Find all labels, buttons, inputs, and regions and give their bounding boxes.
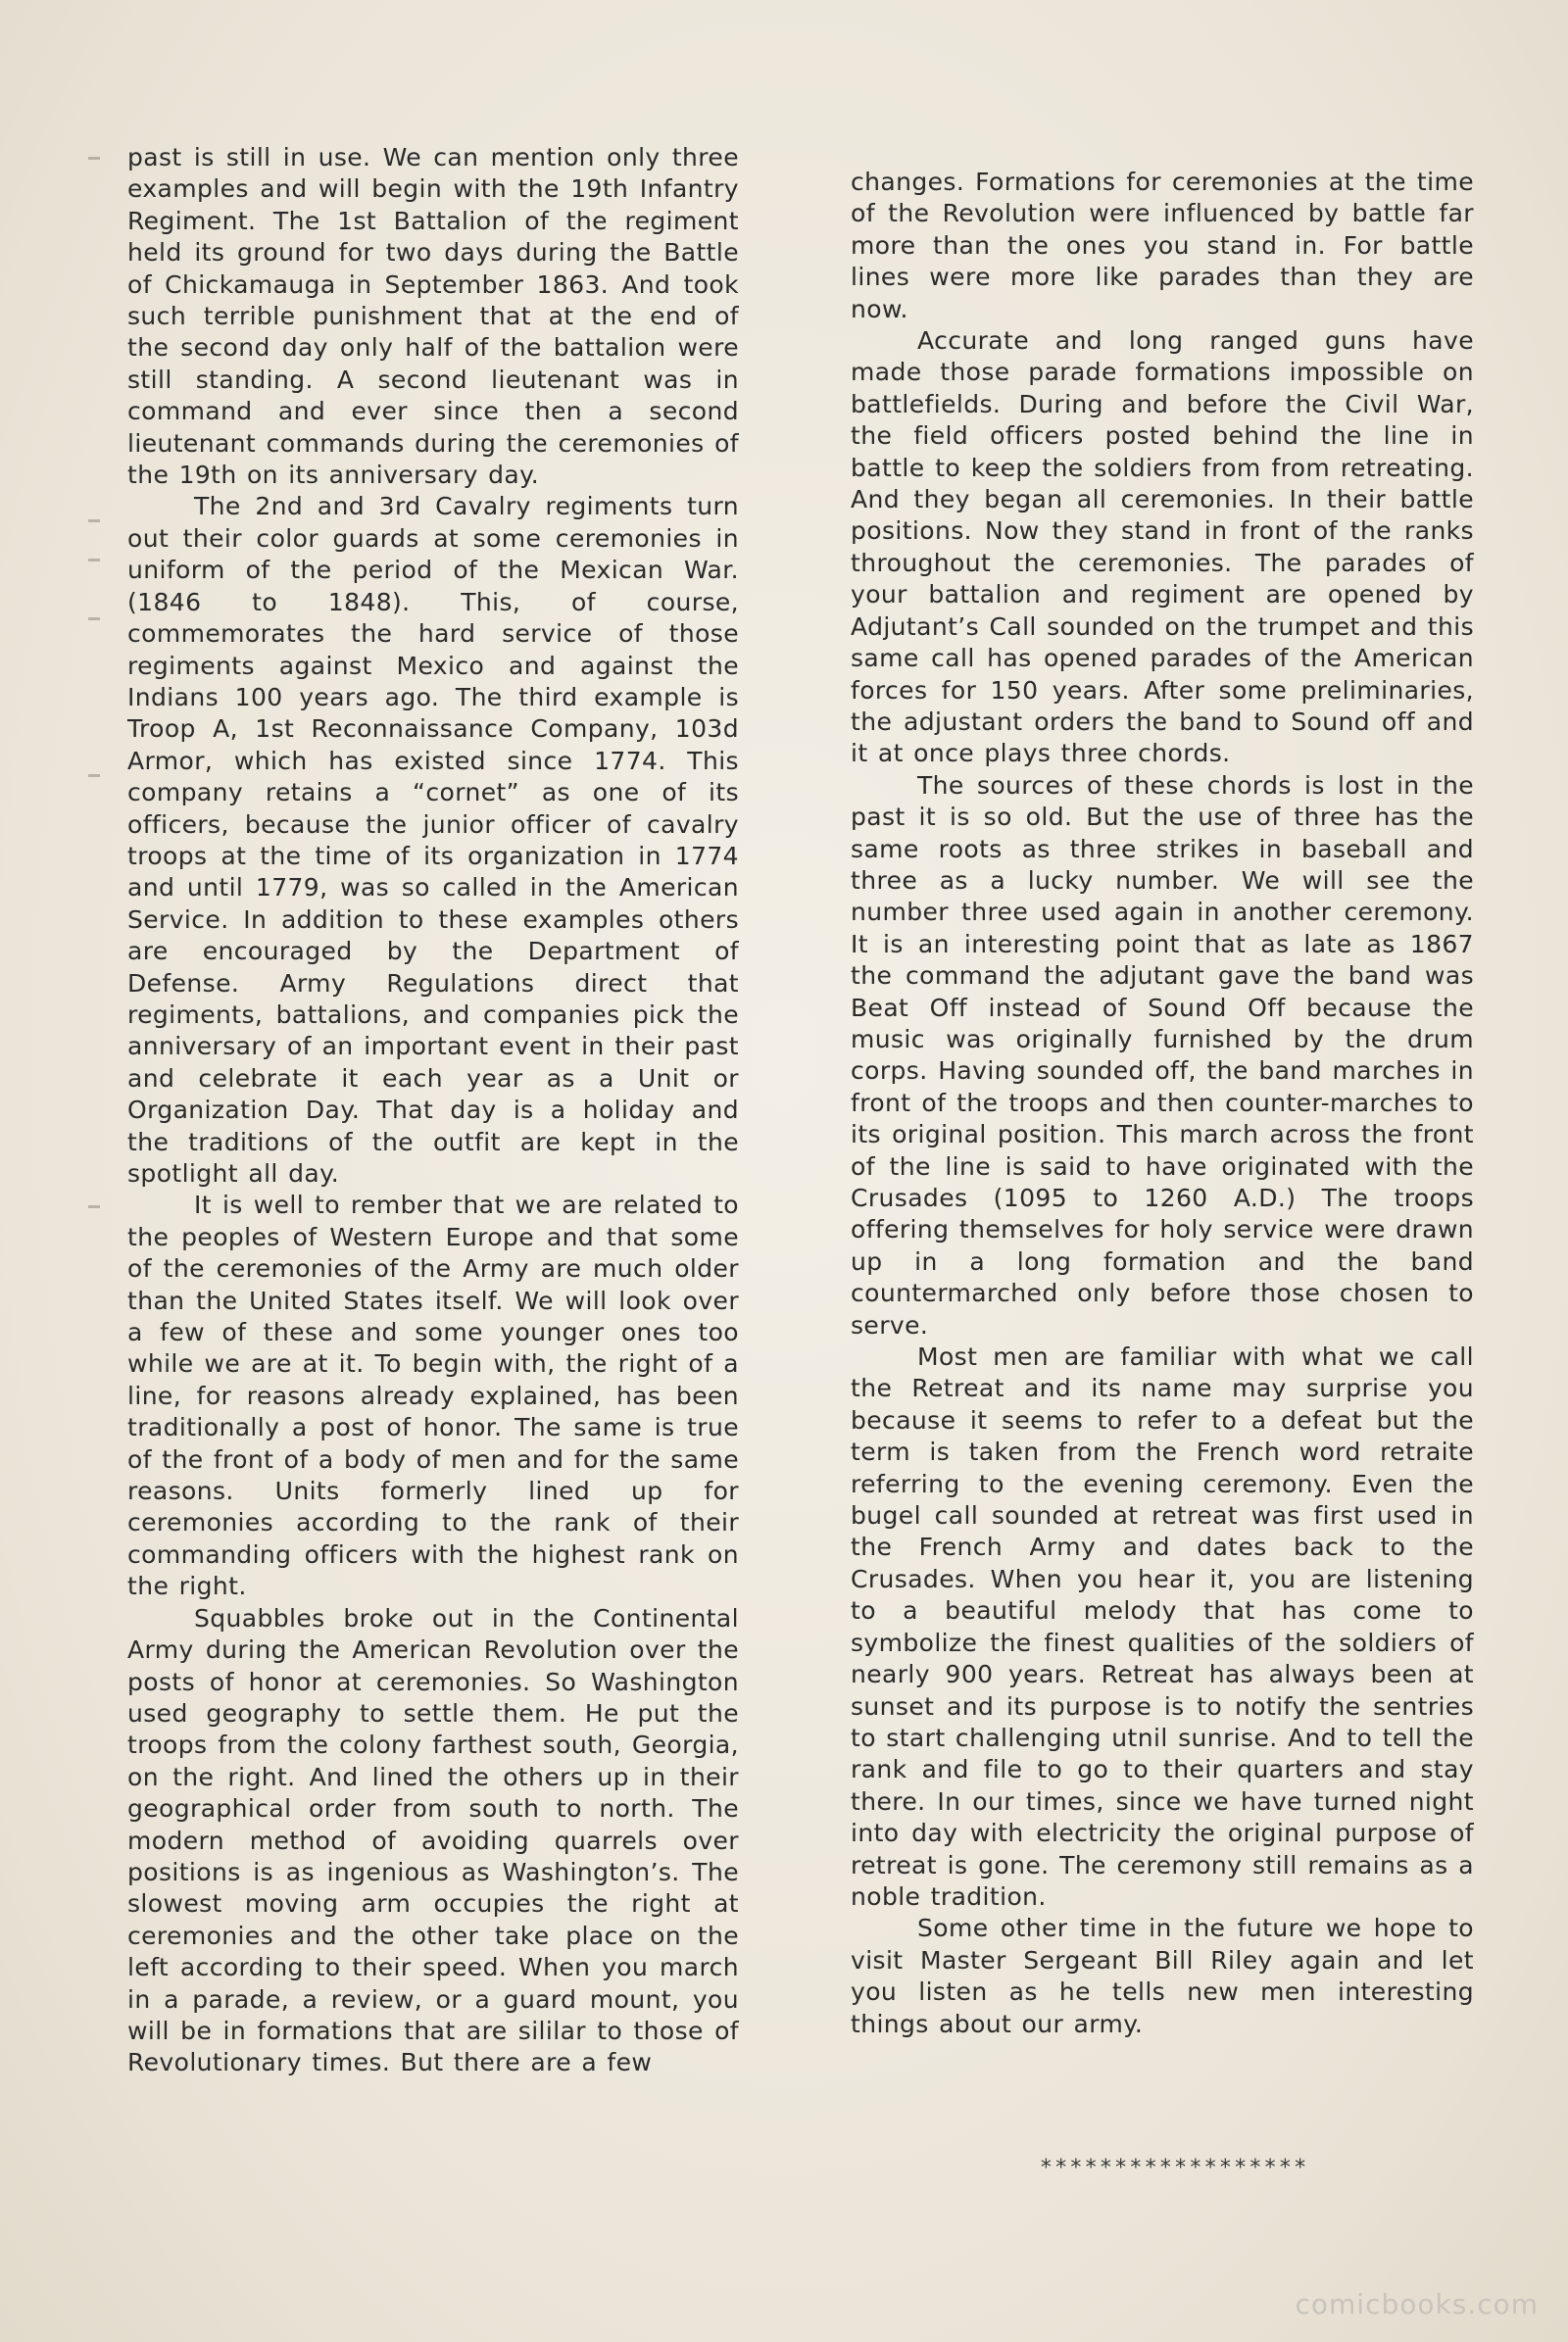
watermark: comicbooks.com — [1295, 2288, 1539, 2320]
paragraph: The 2nd and 3rd Cavalry regiments turn out their color guards at some ceremonies in uniform of the period of the Mexican War. (1846 to 1848). This, of course, commemorates the hard service of those regiments against Mexico and against the Indians 100 years ago. The third example is Troop A, 1st Reconnaissance Company, 103d Armor, which has existed since 1774. This company retains a “cornet” as one of its officers, because the junior officer of cavalry troops at the time of its organization in 1774 and until 1779, was so called in the American Service. In addition to these examples others are encouraged by the Department of Defense. Army Regulations direct that regiments, battalions, and companies pick the anniversary of an important event in their past and celebrate it each year as a Unit or Organization Day. That day is a holiday and the traditions of the outfit are kept in the spotlight all day. — [127, 492, 739, 1188]
margin-marks — [82, 147, 112, 1254]
paragraph: Most men are familiar with what we call the Retreat and its name may surprise you because it seems to refer to a defeat but the term is taken from the French word retraite referring to the evening ceremony. Even the bugel call sounded at retreat was first used in the French Army and dates back to the Crusades. When you hear it, you are listening to a beautiful melody that has come to symbolize the finest qualities of the soldiers of nearly 900 years. Retreat has always been at sunset and its purpose is to notify the sentries to start challenging utnil sunrise. And to tell the rank and file to go to their quarters and stay there. In our times, since we have turned night into day with electricity the original purpose of retreat is gone. The ceremony still remains as a noble tradition. — [851, 1342, 1474, 1911]
end-divider: ****************** — [1039, 2156, 1309, 2180]
paragraph: Some other time in the future we hope to visit Master Sergeant Bill Riley again and let you listen as he tells new men interesting things about our army. — [851, 1914, 1474, 2038]
paragraph: Squabbles broke out in the Continental Army during the American Revolution over the posts of honor at ceremonies. So Washington used geography to settle them. He put the troops from the colony farthest south, Georgia, on the right. And lined the others up in their geographical order from south to north. The modern method of avoiding quarrels over positions is as ingenious as Washington’s. The slowest moving arm occupies the right at ceremonies and the other take place on the left according to their speed. When you march in a parade, a review, or a guard mount, you will be in formations that are sililar to those of Revolutionary times. But there are a few — [127, 1603, 739, 2077]
paragraph: Accurate and long ranged guns have made those parade formations impossible on battlefields. During and before the Civil War, the field officers posted behind the line in battle to keep the soldiers from from retreating. And they began all ceremonies. In their battle positions. Now they stand in front of the ranks throughout the ceremonies. The parades of your battalion and regiment are opened by Adjutant’s Call sounded on the trumpet and this same call has opened parades of the American forces for 150 years. After some preliminaries, the adjustant orders the band to Sound off and it at once plays three chords. — [851, 326, 1474, 768]
paragraph: past is still in use. We can mention only three examples and will begin with the 19th Infantry Regiment. The 1st Battalion of the regiment held its ground for two days during the Battle of Chickamauga in September 1863. And took such terrible punishment that at the end of the second day only half of the battalion were still standing. A second lieutenant was in command and ever since then a second lieutenant commands during the ceremonies of the 19th on its anniversary day. — [127, 143, 739, 490]
right-column — [851, 167, 1474, 2040]
paragraph: The sources of these chords is lost in the past it is so old. But the use of three has the same roots as three strikes in baseball and three as a lucky number. We will see the number three used again in another ceremony. It is an interesting point that as late as 1867 the command the adjutant gave the band was Beat Off instead of Sound Off because the music was originally furnished by the drum corps. Having sounded off, the band marches in front of the troops and then counter-marches to its original position. This march across the front of the line is said to have originated with the Crusades (1095 to 1260 A.D.) The troops offering themselves for holy service were drawn up in a long formation and the band countermarched only before those chosen to serve. — [851, 770, 1474, 1340]
paragraph: It is well to rember that we are related to the peoples of Western Europe and that some of the ceremonies of the Army are much older than the United States itself. We will look over a few of these and some younger ones too while we are at it. To begin with, the right of a line, for reasons already explained, has been traditionally a post of honor. The same is true of the front of a body of men and for the same reasons. Units formerly lined up for ceremonies according to the rank of their commanding officers with the highest rank on the right. — [127, 1191, 739, 1601]
paragraph: changes. Formations for ceremonies at the time of the Revolution were influenced by battle far more than the ones you stand in. For battle lines were more like parades than they are now. — [851, 168, 1474, 323]
left-column — [127, 142, 739, 2079]
